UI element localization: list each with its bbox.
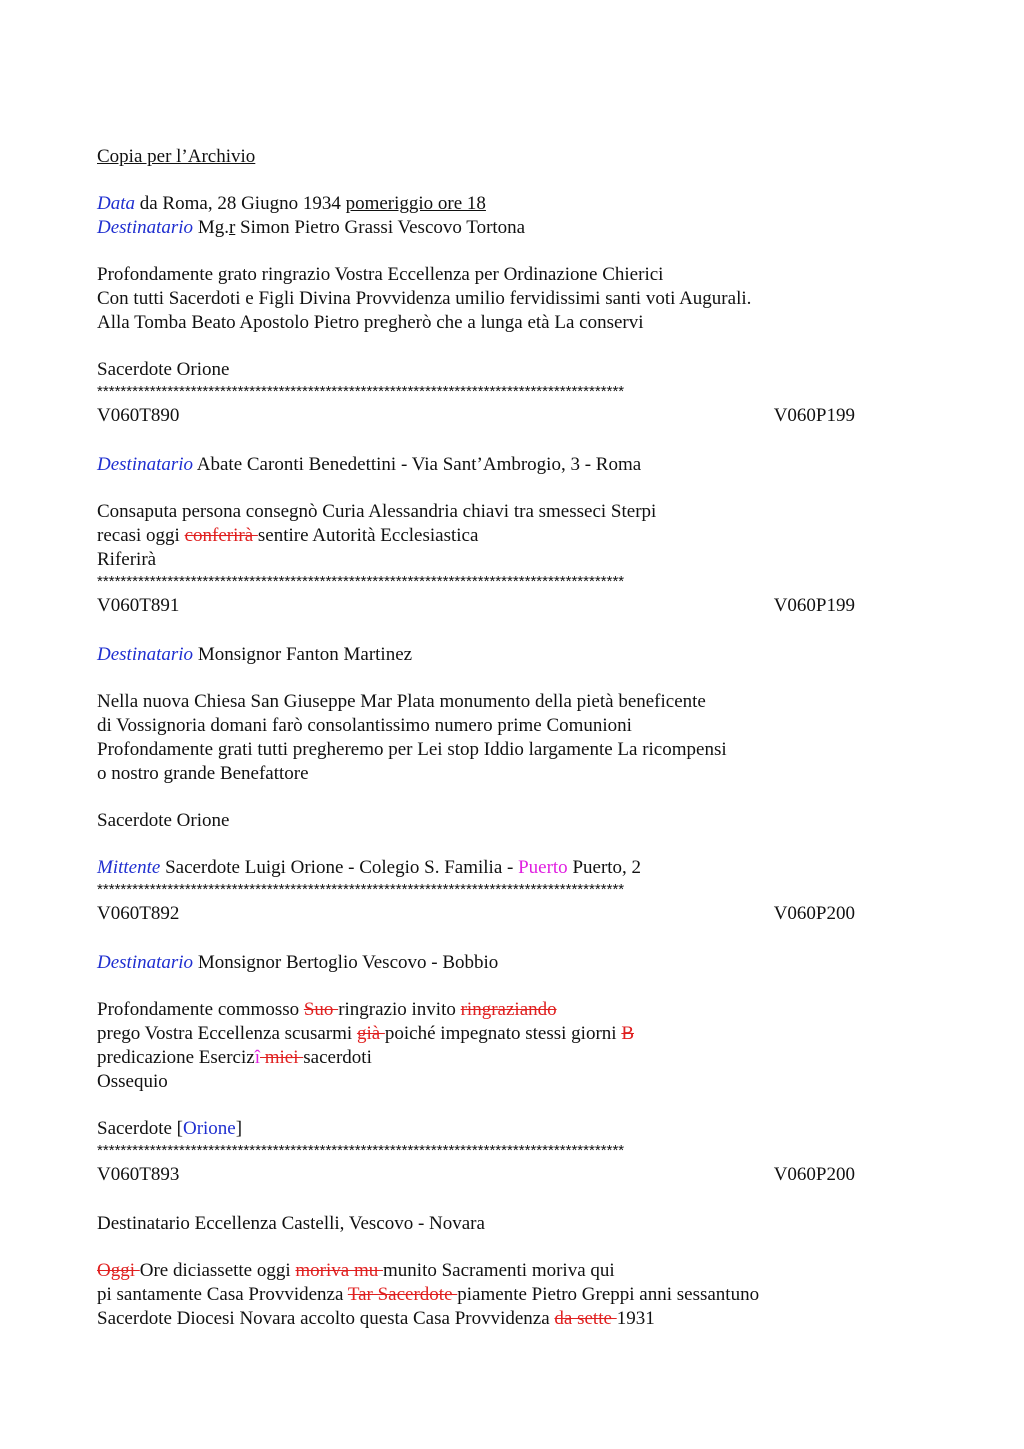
destinatario-label: Destinatario: [97, 644, 194, 665]
code-row: [97, 1161, 855, 1189]
separator: ******************************************************************************************: [97, 383, 625, 400]
code-left: V060T892: [97, 903, 180, 924]
body-line: pi santamente Casa Provvidenza Tar Sacerdote piamente Pietro Greppi anni sessantuno: [97, 1284, 760, 1305]
deleted-text: da sette: [554, 1308, 617, 1329]
mittente-label: Mittente: [97, 857, 161, 878]
date-line: Data da Roma, 28 Giugno 1934 pomeriggio ore 18: [97, 193, 486, 214]
code-row: [97, 402, 855, 430]
deleted-text: ringraziando: [460, 999, 557, 1020]
code-left: V060T891: [97, 595, 180, 616]
separator: ******************************************************************************************: [97, 573, 625, 590]
recipient-line: Destinatario Monsignor Bertoglio Vescovo - Bobbio: [97, 952, 499, 973]
separator: ******************************************************************************************: [97, 1142, 625, 1159]
code-right: V060P199: [773, 405, 855, 426]
body-line: di Vossignoria domani farò consolantissimo numero prime Comunioni: [97, 715, 632, 736]
recipient-line: Destinatario Abate Caronti Benedettini - Via Sant’Ambrogio, 3 - Roma: [97, 454, 642, 475]
body-line: Profondamente grati tutti pregheremo per Lei stop Iddio largamente La ricompensi: [97, 739, 727, 760]
deleted-text: Suo: [303, 999, 339, 1020]
deleted-text: già: [356, 1023, 385, 1044]
body-line: Alla Tomba Beato Apostolo Pietro pregherò che a lunga età La conservi: [97, 312, 644, 333]
body-line: recasi oggi conferirà sentire Autorità Ecclesiastica: [97, 525, 479, 546]
destinatario-label: Destinatario: [97, 454, 194, 475]
deleted-text: Tar Sacerdote: [347, 1284, 458, 1305]
body-line: Profondamente grato ringrazio Vostra Eccellenza per Ordinazione Chierici: [97, 264, 664, 285]
code-row: [97, 592, 855, 620]
signature: Sacerdote Orione: [97, 810, 230, 831]
destinatario-label: Destinatario: [97, 952, 194, 973]
body-line: o nostro grande Benefattore: [97, 763, 309, 784]
editor-insertion: Orione: [182, 1118, 236, 1139]
deleted-text: moriva mu: [295, 1260, 384, 1281]
code-right: V060P199: [773, 595, 855, 616]
body-line: Oggi Ore diciassette oggi moriva mu munito Sacramenti moriva qui: [97, 1260, 615, 1281]
body-line: Con tutti Sacerdoti e Figli Divina Provvidenza umilio fervidissimi santi voti Augurali.: [97, 288, 752, 309]
body-line: prego Vostra Eccellenza scusarmi già poiché impegnato stessi giorni B: [97, 1023, 634, 1044]
code-right: V060P200: [773, 903, 855, 924]
separator: ******************************************************************************************: [97, 881, 625, 898]
body-line: Nella nuova Chiesa San Giuseppe Mar Plata monumento della pietà beneficente: [97, 691, 706, 712]
body-line: predicazione Esercizî miei sacerdoti: [97, 1047, 372, 1068]
signature: Sacerdote [Orione]: [97, 1118, 243, 1139]
deleted-text: miei: [260, 1047, 304, 1068]
sender-line: Mittente Sacerdote Luigi Orione - Colegio S. Familia - Puerto Puerto, 2: [97, 857, 642, 878]
document-page: [97, 145, 937, 1331]
archive-label: Copia per l’Archivio: [97, 146, 256, 167]
deleted-text: Oggi: [97, 1260, 140, 1281]
recipient-line: Destinatario Eccellenza Castelli, Vescovo - Novara: [97, 1213, 485, 1234]
destinatario-label: Destinatario: [97, 217, 194, 238]
time-text: pomeriggio ore 18: [345, 193, 486, 214]
data-label: Data: [97, 193, 135, 214]
code-left: V060T890: [97, 405, 180, 426]
body-line: Sacerdote Diocesi Novara accolto questa Casa Provvidenza da sette 1931: [97, 1308, 655, 1329]
signature: Sacerdote Orione: [97, 359, 230, 380]
code-right: V060P200: [773, 1164, 855, 1185]
recipient-line: Destinatario Mg.r Simon Pietro Grassi Vescovo Tortona: [97, 217, 526, 238]
body-line: Consaputa persona consegnò Curia Alessandria chiavi tra smesseci Sterpi: [97, 501, 657, 522]
code-left: V060T893: [97, 1164, 180, 1185]
body-line: Ossequio: [97, 1071, 168, 1092]
recipient-line: Destinatario Monsignor Fanton Martinez: [97, 644, 413, 665]
inserted-text: î: [254, 1047, 260, 1068]
body-line: Profondamente commosso Suo ringrazio invito ringraziando: [97, 999, 557, 1020]
deleted-text: conferirà: [184, 525, 258, 546]
code-row: [97, 900, 855, 928]
deleted-text: B: [621, 1023, 634, 1044]
body-line: Riferirà: [97, 549, 157, 570]
inserted-text: Puerto: [518, 857, 568, 878]
